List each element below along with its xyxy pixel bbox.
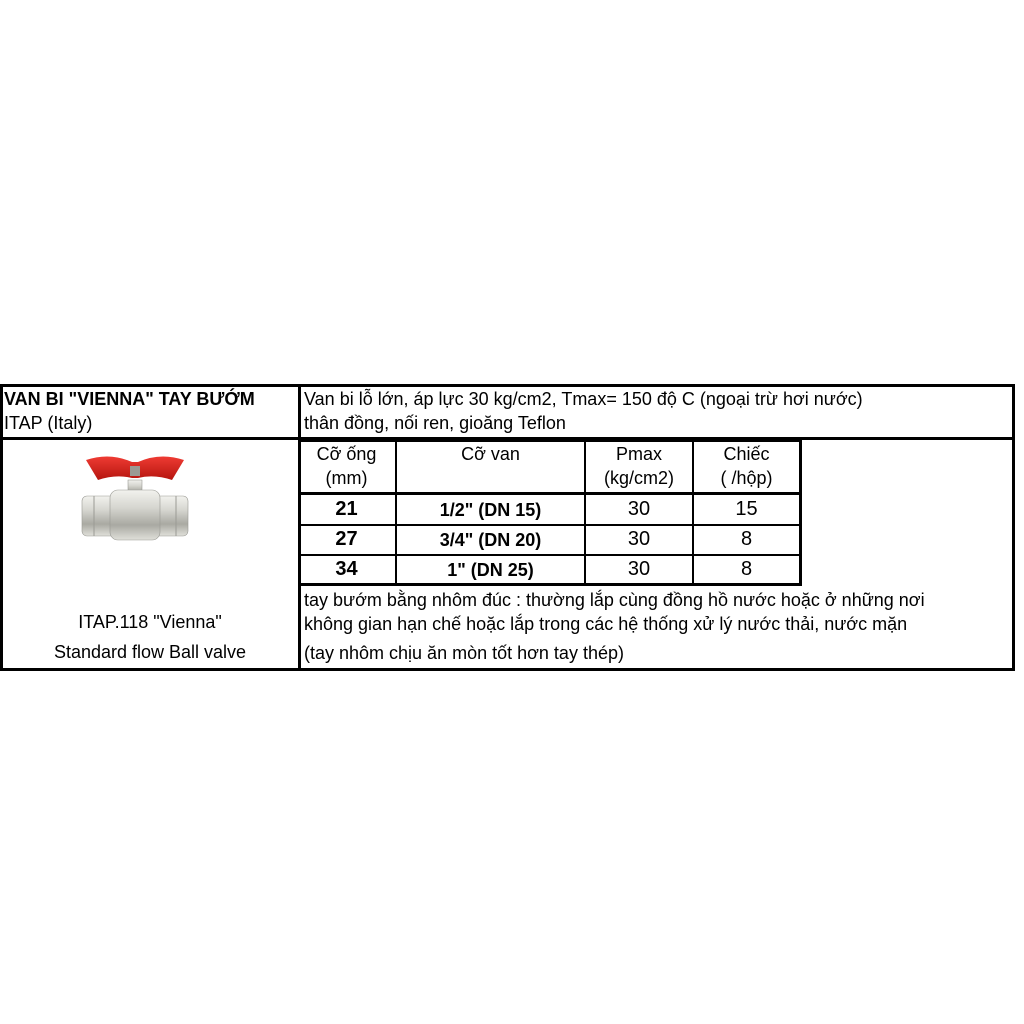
cell-qty: 15	[735, 498, 758, 520]
cell-pmax: 30	[627, 558, 651, 580]
header-qty: Chiếc	[723, 444, 770, 464]
header-pipe-size-unit: (mm)	[325, 468, 368, 488]
ball-valve-image	[80, 452, 192, 542]
spec-row-divider	[298, 554, 799, 556]
brand-label: ITAP (Italy)	[4, 413, 93, 433]
model-label: ITAP.118 "Vienna"	[78, 612, 222, 632]
product-subtitle: Standard flow Ball valve	[53, 642, 247, 662]
cell-pipe-size: 21	[335, 498, 358, 520]
cell-pmax: 30	[627, 498, 651, 520]
header-pmax: Pmax	[615, 444, 662, 464]
cell-pipe-size: 34	[335, 558, 358, 580]
spec-row-divider	[298, 524, 799, 526]
cell-qty: 8	[740, 528, 753, 550]
cell-pmax: 30	[627, 528, 651, 550]
cell-pipe-size: 27	[335, 528, 358, 550]
spec-table	[298, 439, 802, 586]
header-pmax-unit: (kg/cm2)	[603, 468, 674, 488]
cell-valve-size: 1/2" (DN 15)	[439, 500, 542, 520]
description-line-1: Van bi lỗ lớn, áp lực 30 kg/cm2, Tmax= 150 độ C (ngoại trừ hơi nước)	[304, 389, 863, 409]
cell-valve-size: 1" (DN 25)	[447, 560, 534, 580]
product-title: VAN BI "VIENNA" TAY BƯỚM	[4, 389, 255, 409]
note-line-2: không gian hạn chế hoặc lắp trong các hệ thống xử lý nước thải, nước mặn	[304, 614, 908, 634]
product-sheet	[0, 384, 1015, 671]
spec-header-divider	[298, 492, 799, 495]
header-valve-size: Cỡ van	[461, 444, 520, 464]
cell-valve-size: 3/4" (DN 20)	[439, 530, 542, 550]
note-line-3: (tay nhôm chịu ăn mòn tốt hơn tay thép)	[304, 643, 624, 663]
header-qty-unit: ( /hộp)	[720, 468, 773, 488]
header-pipe-size: Cỡ ống	[316, 444, 377, 464]
cell-qty: 8	[740, 558, 753, 580]
description-line-2: thân đồng, nối ren, gioăng Teflon	[304, 413, 566, 433]
note-line-1: tay bướm bằng nhôm đúc : thường lắp cùng đồng hồ nước hoặc ở những nơi	[304, 590, 925, 610]
